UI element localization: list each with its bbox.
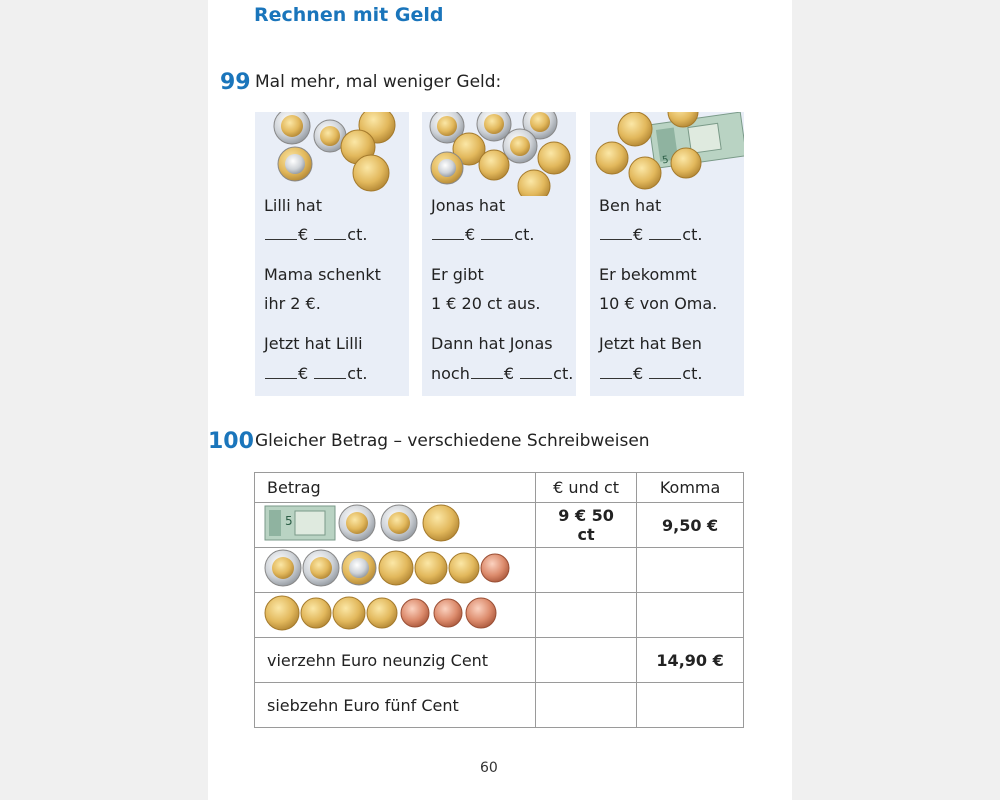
- blank-cent[interactable]: [314, 226, 346, 240]
- card-line-blanks: € ct.: [431, 225, 534, 244]
- euro-ct-cell[interactable]: [536, 593, 637, 638]
- lilli-coins-icon: [255, 112, 409, 196]
- card-line-blanks: € ct.: [599, 364, 702, 383]
- blank-cent[interactable]: [314, 365, 346, 379]
- card-line: Jonas hat: [431, 196, 506, 215]
- card-jonas: [422, 112, 576, 396]
- blank-euro[interactable]: [265, 365, 297, 379]
- card-ben: [590, 112, 744, 396]
- amount-coins-cell: [255, 503, 536, 548]
- header-comma: Komma: [637, 473, 744, 503]
- table-row: [255, 548, 744, 593]
- amount-coins-cell: [255, 548, 536, 593]
- blank-euro[interactable]: [432, 226, 464, 240]
- card-line: Jetzt hat Lilli: [264, 334, 363, 353]
- card-line: 1 € 20 ct aus.: [431, 294, 541, 313]
- section-title: Rechnen mit Geld: [254, 4, 444, 26]
- card-line-blanks: € ct.: [264, 225, 367, 244]
- task-100-title: Gleicher Betrag – verschiedene Schreibweisen: [255, 431, 650, 451]
- blank-euro[interactable]: [471, 365, 503, 379]
- coins-row-2-icon: [263, 548, 523, 588]
- task-100-number: 100: [208, 429, 254, 454]
- card-line: ihr 2 €.: [264, 294, 321, 313]
- card-line: Er gibt: [431, 265, 484, 284]
- coins-row-3-icon: [263, 593, 523, 633]
- blank-cent[interactable]: [520, 365, 552, 379]
- svg-text:5: 5: [285, 514, 293, 528]
- table-row: [255, 593, 744, 638]
- header-amount: Betrag: [255, 473, 536, 503]
- blank-cent[interactable]: [649, 365, 681, 379]
- amount-coins-cell: [255, 593, 536, 638]
- coins-row-1-icon: [263, 503, 463, 543]
- comma-cell[interactable]: [637, 593, 744, 638]
- blank-euro[interactable]: [265, 226, 297, 240]
- card-line: Er bekommt: [599, 265, 697, 284]
- euro-ct-cell[interactable]: [536, 638, 637, 683]
- amounts-table: [254, 472, 744, 728]
- table-row: [255, 638, 744, 683]
- table-row: [255, 503, 744, 548]
- card-line: Jetzt hat Ben: [599, 334, 702, 353]
- jonas-coins-icon: [422, 112, 576, 196]
- amount-text-cell: vierzehn Euro neunzig Cent: [255, 638, 536, 683]
- blank-cent[interactable]: [649, 226, 681, 240]
- euro-ct-cell[interactable]: 9 € 50 ct: [536, 503, 637, 548]
- task-99-number: 99: [220, 70, 251, 95]
- card-lilli: [255, 112, 409, 396]
- card-line: Dann hat Jonas: [431, 334, 553, 353]
- table-header-row: [255, 473, 744, 503]
- blank-cent[interactable]: [481, 226, 513, 240]
- header-euro-ct: € und ct: [536, 473, 637, 503]
- blank-euro[interactable]: [600, 365, 632, 379]
- blank-euro[interactable]: [600, 226, 632, 240]
- comma-cell[interactable]: [637, 548, 744, 593]
- card-line-blanks: noch € ct.: [431, 364, 574, 383]
- card-line-blanks: € ct.: [264, 364, 367, 383]
- comma-cell[interactable]: 9,50 €: [637, 503, 744, 548]
- card-line: Ben hat: [599, 196, 662, 215]
- card-line-blanks: € ct.: [599, 225, 702, 244]
- ben-coins-icon: [590, 112, 744, 196]
- page-number: 60: [480, 760, 498, 776]
- task-99-title: Mal mehr, mal weniger Geld:: [255, 72, 502, 92]
- euro-ct-cell[interactable]: [536, 548, 637, 593]
- card-line: 10 € von Oma.: [599, 294, 718, 313]
- amount-text-cell: siebzehn Euro fünf Cent: [255, 683, 536, 728]
- comma-cell[interactable]: [637, 683, 744, 728]
- card-line: Lilli hat: [264, 196, 322, 215]
- table-row: [255, 683, 744, 728]
- comma-cell[interactable]: 14,90 €: [637, 638, 744, 683]
- svg-text:5: 5: [661, 154, 670, 167]
- euro-ct-cell[interactable]: [536, 683, 637, 728]
- card-line: Mama schenkt: [264, 265, 381, 284]
